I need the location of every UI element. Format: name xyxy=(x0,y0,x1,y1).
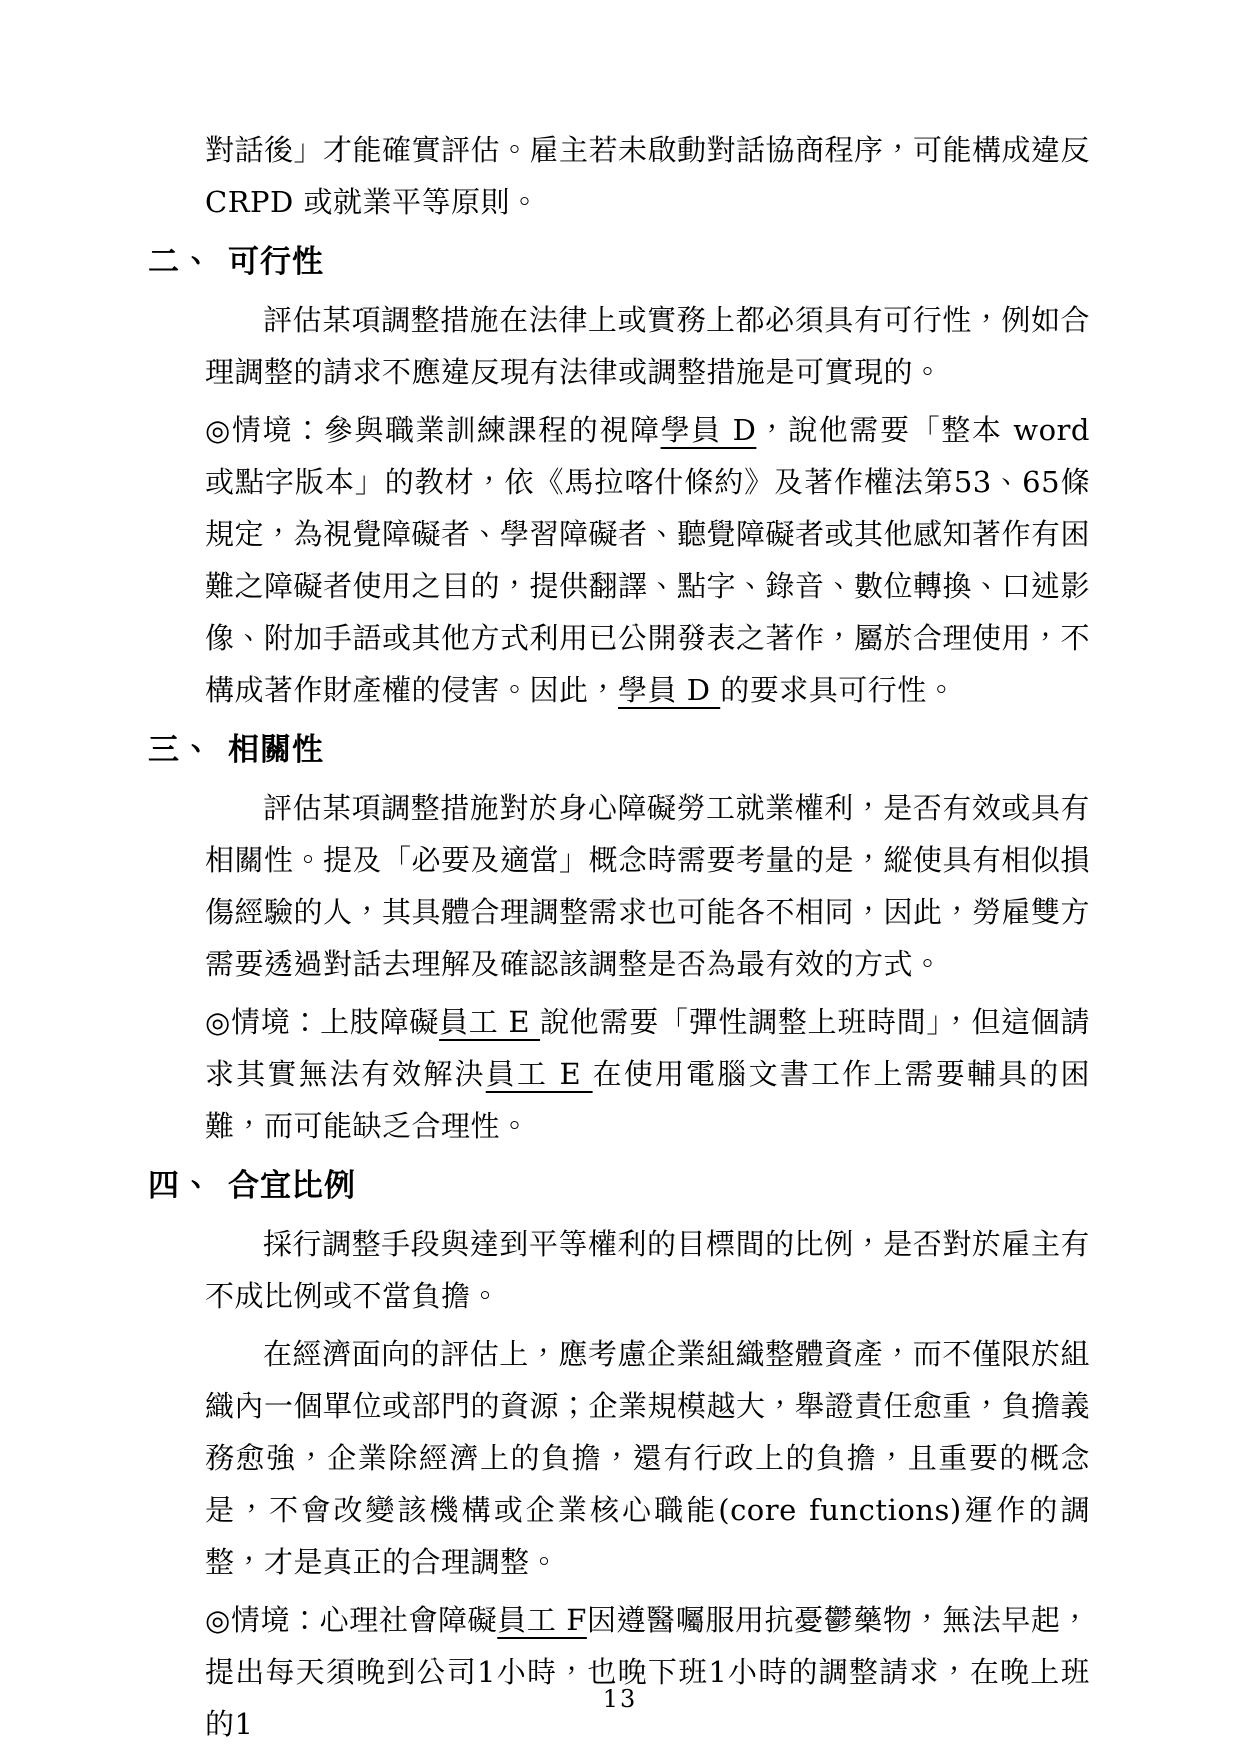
section-number: 四、 xyxy=(148,1168,214,1204)
section-proportionality-content xyxy=(205,1218,1090,1750)
scenario-text: ◎情境：上肢障礙 xyxy=(205,1005,440,1039)
section-feasibility-content xyxy=(205,294,1090,716)
scenario-text: ，說他需要「整本 word 或點字版本」的教材，依《馬拉喀什條約》及著作權法第53、65條規定，為視覺障礙者、學習障礙者、聽覺障礙者或其他感知著作有困難之障礙者使用之目的，提供翻譯、點字、錄音、數位轉換、口述影像、附加手語或其他方式利用已公開發表之著作，屬於合理使用，不構成著作財產權的侵害。因此， xyxy=(205,413,1091,707)
scenario-text: 因遵醫囑服用抗憂鬱藥物，無法早起，提出每天須晚到公司1小時，也晚下班1小時的調整請求，在晚上班的1 xyxy=(205,1603,1090,1741)
section-number: 二、 xyxy=(148,244,214,280)
section-body-paragraph: 評估某項調整措施在法律上或實務上都必須具有可行性，例如合理調整的請求不應違反現有法律或調整措施是可實現的。 xyxy=(205,303,1090,389)
scenario-text: ◎情境：心理社會障礙 xyxy=(205,1603,498,1637)
scenario-text: 說他需要「彈性調整上班時間」，但這個請求其實無法有效解決 xyxy=(205,1005,1090,1091)
scenario-paragraph xyxy=(205,996,1090,1152)
scenario-text: 的要求具可行性。 xyxy=(720,673,957,707)
scenario-text: 在使用電腦文書工作上需要輔具的困難，而可能缺乏合理性。 xyxy=(205,1057,1090,1143)
section-relevance-content xyxy=(205,782,1090,1152)
section-title: 相關性 xyxy=(228,732,324,768)
underlined-person-ref: 學員 D xyxy=(660,413,757,447)
underlined-person-ref: 員工 E xyxy=(485,1057,593,1091)
section-title: 可行性 xyxy=(228,244,324,280)
section-body-paragraph-2: 在經濟面向的評估上，應考慮企業組織整體資產，而不僅限於組織內一個單位或部門的資源；企業規模越大，舉證責任愈重，負擔義務愈強，企業除經濟上的負擔，還有行政上的負擔，且重要的概念是，不會改變該機構或企業核心職能(core functions)運作的調整，才是真正的合理調整。 xyxy=(205,1337,1091,1579)
scenario-text: ◎情境：參與職業訓練課程的視障 xyxy=(205,413,661,447)
section-body-paragraph: 評估某項調整措施對於身心障礙勞工就業權利，是否有效或具有相關性。提及「必要及適當」概念時需要考量的是，縱使具有相似損傷經驗的人，其具體合理調整需求也可能各不相同，因此，勞雇雙方需要透過對話去理解及確認該調整是否為最有效的方式。 xyxy=(205,791,1091,981)
scenario-paragraph xyxy=(205,1594,1090,1750)
section-number: 三、 xyxy=(148,732,214,768)
intro-block xyxy=(205,124,1090,228)
continuation-paragraph: 對話後」才能確實評估。雇主若未啟動對話協商程序，可能構成違反 CRPD 或就業平等原則。 xyxy=(205,133,1091,219)
scenario-paragraph xyxy=(205,404,1090,716)
section-heading-proportionality xyxy=(148,1160,1090,1212)
underlined-person-ref: 員工 E xyxy=(439,1005,541,1039)
page-number: 13 xyxy=(602,1685,638,1713)
section-heading-feasibility xyxy=(148,236,1090,288)
section-heading-relevance xyxy=(148,724,1090,776)
underlined-person-ref: 員工 F xyxy=(497,1603,587,1637)
underlined-person-ref: 學員 D xyxy=(618,673,721,707)
section-body-paragraph: 採行調整手段與達到平等權利的目標間的比例，是否對於雇主有不成比例或不當負擔。 xyxy=(205,1227,1090,1313)
section-title: 合宜比例 xyxy=(228,1168,356,1204)
